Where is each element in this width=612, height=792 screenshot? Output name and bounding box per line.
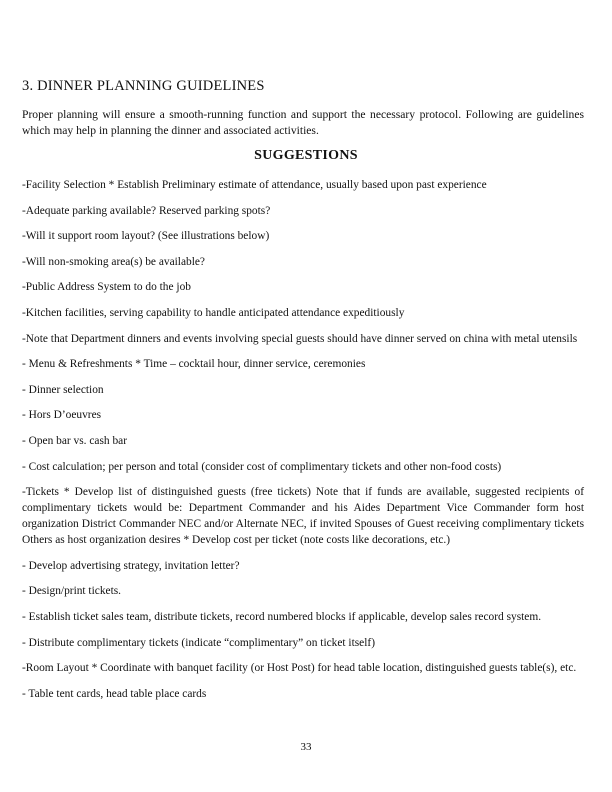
list-item: -Public Address System to do the job bbox=[22, 281, 191, 294]
list-item: - Hors D’oeuvres bbox=[22, 409, 102, 422]
list-item: -Note that Department dinners and events involving special guests should have dinner served on china with metal utensils bbox=[22, 332, 578, 345]
list-item: - Establish ticket sales team, distribute tickets, record numbered blocks if applicable, develop sales record system. bbox=[22, 610, 542, 623]
list-item: - Table tent cards, head table place cards bbox=[22, 687, 207, 700]
list-item: -Will it support room layout? (See illustrations below) bbox=[22, 230, 270, 243]
list-item: - Menu & Refreshments * Time – cocktail hour, dinner service, ceremonies bbox=[22, 358, 366, 371]
list-item: -Facility Selection * Establish Preliminary estimate of attendance, usually based upon past experience bbox=[22, 179, 487, 191]
suggestions-list bbox=[22, 177, 584, 711]
list-item: -Room Layout * Coordinate with banquet facility (or Host Post) for head table location, distinguished guests table(s), etc. bbox=[22, 662, 577, 675]
intro-paragraph: Proper planning will ensure a smooth-running function and support the necessary protocol. Following are guidelines which may help in planning the dinner and associated activities. bbox=[22, 108, 584, 137]
list-item: - Develop advertising strategy, invitation letter? bbox=[22, 559, 240, 572]
list-item: -Adequate parking available? Reserved parking spots? bbox=[22, 204, 271, 217]
section-heading: 3. DINNER PLANNING GUIDELINES bbox=[22, 78, 265, 94]
list-item: -Kitchen facilities, serving capability to handle anticipated attendance expeditiously bbox=[22, 306, 405, 319]
list-item: - Open bar vs. cash bar bbox=[22, 434, 128, 447]
suggestions-heading: SUGGESTIONS bbox=[254, 148, 358, 163]
list-item: - Dinner selection bbox=[22, 383, 104, 396]
list-item: -Tickets * Develop list of distinguished guests (free tickets) Note that if funds are available, suggested recipients of complimentary tickets would be: Department Commander and his Aides Department Vice Commander form host organization District Commander NEC and/or Alternate NEC, if invited Spouses of Guest receiving complimentary tickets Others as host organization desires * Develop cost per ticket (note costs like decorations, etc.) bbox=[22, 486, 584, 547]
list-item: - Cost calculation; per person and total (consider cost of complimentary tickets and other non-food costs) bbox=[22, 460, 502, 473]
list-item: -Will non-smoking area(s) be available? bbox=[22, 255, 205, 268]
list-item: - Distribute complimentary tickets (indicate “complimentary” on ticket itself) bbox=[22, 636, 375, 649]
list-item: - Design/print tickets. bbox=[22, 585, 122, 598]
page-number: 33 bbox=[300, 741, 312, 753]
